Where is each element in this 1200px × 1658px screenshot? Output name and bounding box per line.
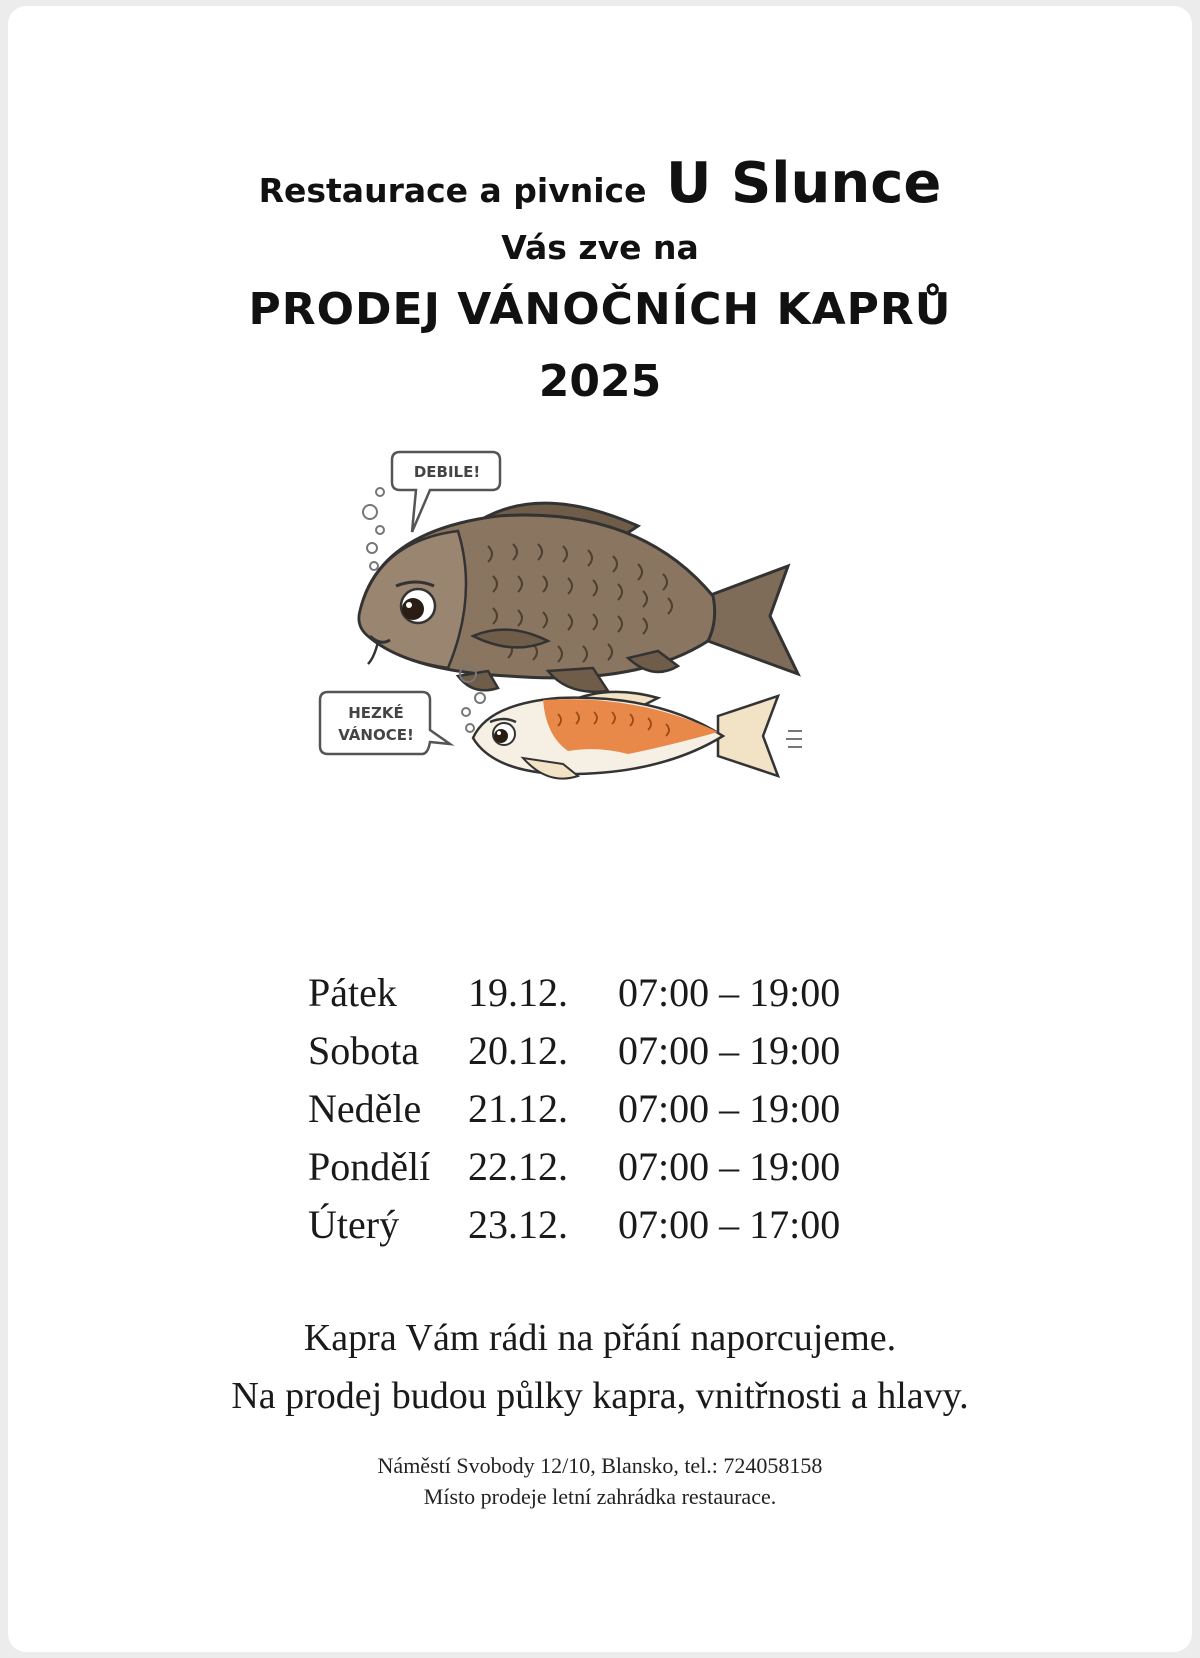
schedule-row: [308, 1080, 840, 1138]
schedule-row: [308, 1138, 840, 1196]
bubbles-top-icon: [363, 488, 384, 570]
address-line: Náměstí Svobody 12/10, Blansko, tel.: 724058158: [377, 1453, 823, 1478]
schedule-day: Úterý: [308, 1202, 400, 1247]
products-note: Na prodej budou půlky kapra, vnitřnosti a hlavy.: [231, 1375, 969, 1417]
invite-line: Vás zve na: [501, 228, 699, 267]
schedule-row: [308, 1196, 840, 1254]
carp-illustration: [308, 446, 868, 846]
schedule-time: 07:00 – 19:00: [618, 1144, 841, 1189]
sale-location-line: Místo prodeje letní zahrádka restaurace.: [423, 1484, 777, 1509]
schedule-time: 07:00 – 19:00: [618, 1028, 841, 1073]
event-title: PRODEJ VÁNOČNÍCH KAPRŮ: [248, 284, 952, 335]
speech-bubble-bottom: [320, 692, 450, 754]
schedule-day: Sobota: [308, 1028, 420, 1073]
restaurant-prefix: Restaurace a pivnice: [258, 171, 647, 210]
schedule-date: 23.12.: [468, 1202, 568, 1247]
svg-text:VÁNOCE!: VÁNOCE!: [338, 726, 414, 744]
svg-text:HEZKÉ: HEZKÉ: [348, 704, 404, 722]
portioning-note: Kapra Vám rádi na přání naporcujeme.: [303, 1317, 897, 1359]
fish-drawing: [308, 446, 868, 846]
big-carp-icon: [359, 503, 798, 692]
restaurant-line: [8, 151, 1192, 216]
sale-schedule: [308, 964, 840, 1254]
schedule-date: 22.12.: [468, 1144, 568, 1189]
schedule-date: 20.12.: [468, 1028, 568, 1073]
schedule-row: [308, 964, 840, 1022]
schedule-date: 21.12.: [468, 1086, 568, 1131]
schedule-day: Neděle: [308, 1086, 422, 1131]
schedule-time: 07:00 – 17:00: [618, 1202, 841, 1247]
restaurant-name: U Slunce: [666, 151, 942, 216]
event-year: 2025: [538, 356, 662, 407]
schedule-day: Pátek: [308, 970, 397, 1015]
schedule-day: Pondělí: [308, 1144, 431, 1189]
schedule-time: 07:00 – 19:00: [618, 1086, 841, 1131]
schedule-row: [308, 1022, 840, 1080]
poster: [8, 6, 1192, 1652]
schedule-date: 19.12.: [468, 970, 568, 1015]
svg-text:DEBILE!: DEBILE!: [413, 463, 481, 481]
small-koi-icon: [473, 692, 802, 779]
schedule-time: 07:00 – 19:00: [618, 970, 841, 1015]
